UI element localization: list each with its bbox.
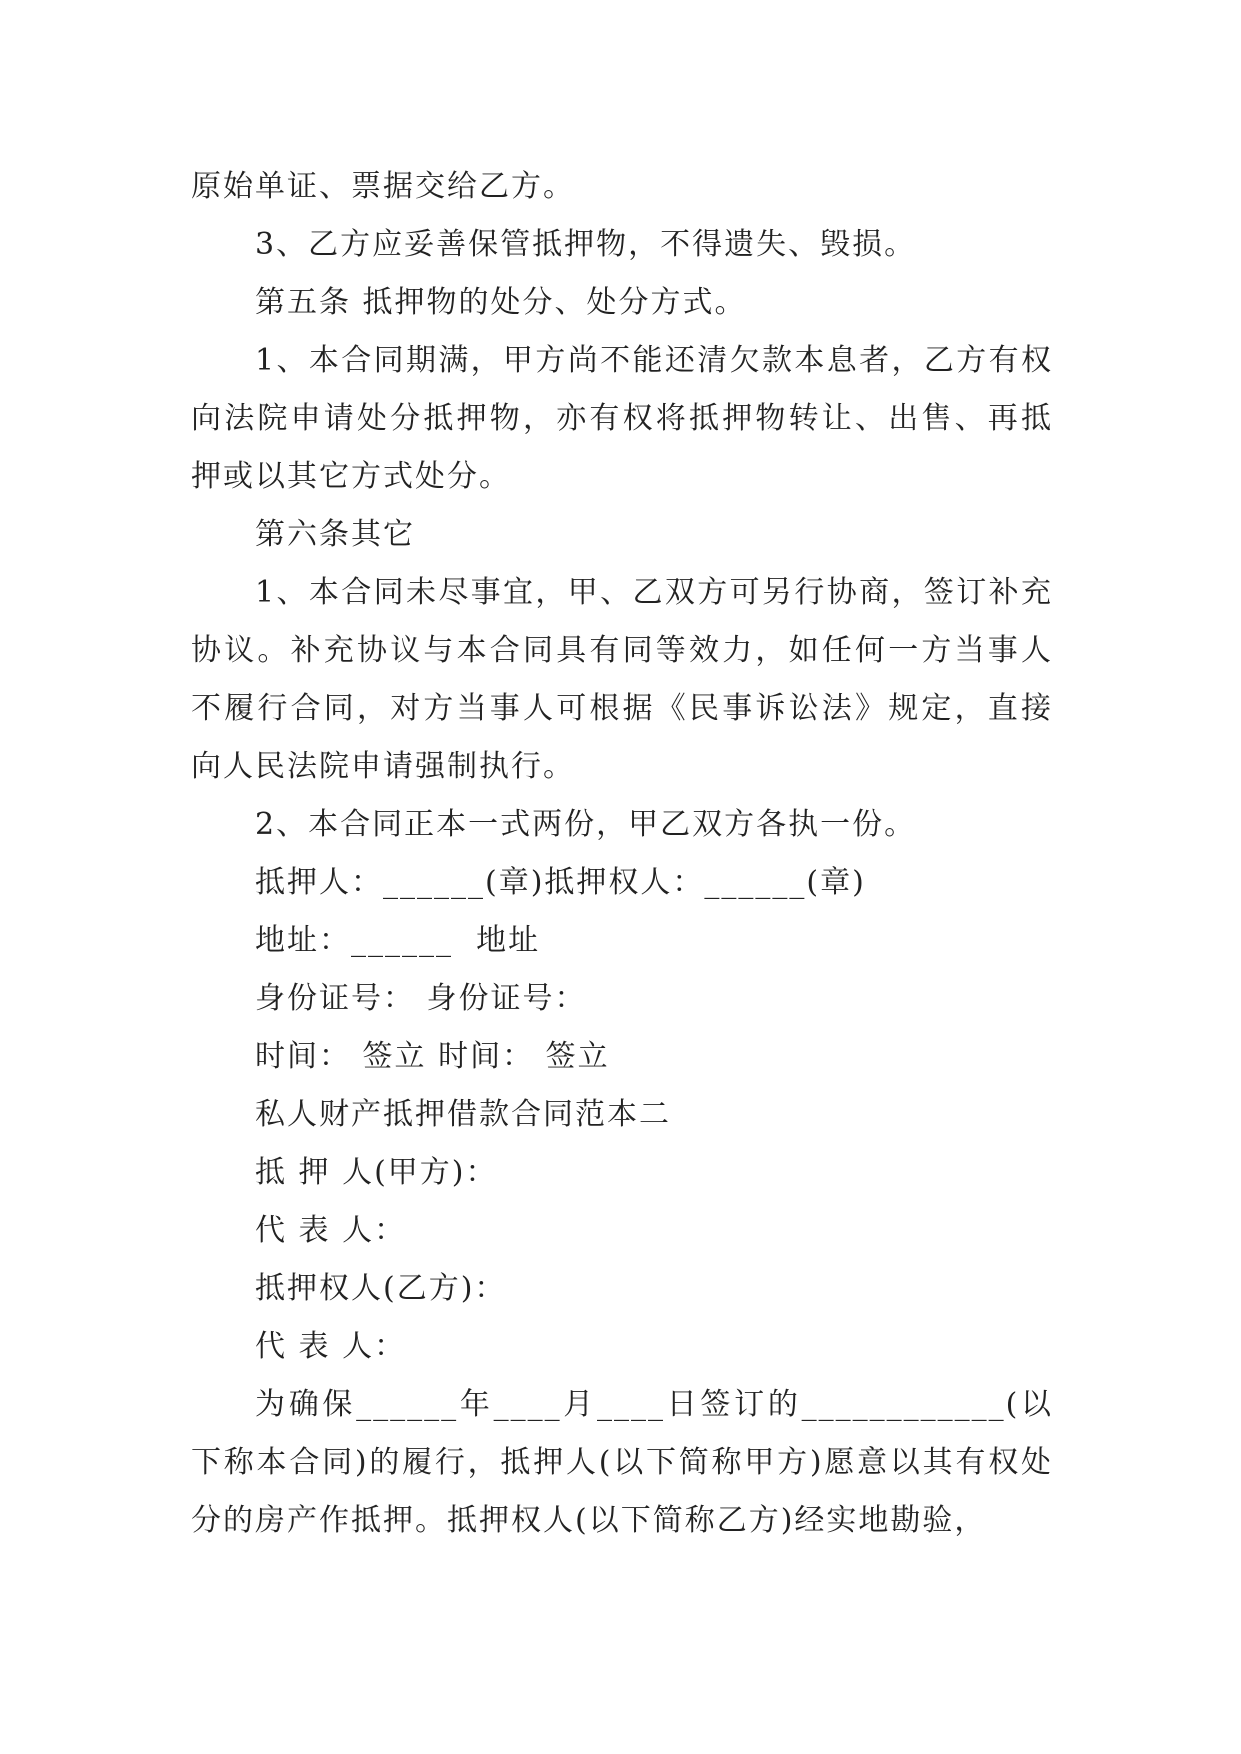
document-body: [191, 158, 1053, 1550]
mortgagor-line: 抵 押 人(甲方)：: [255, 1155, 498, 1190]
article-6-heading: 第六条其它: [255, 517, 415, 552]
template-2-title: 私人财产抵押借款合同范本二: [255, 1097, 671, 1132]
representative-line-2: 代 表 人：: [255, 1329, 407, 1364]
paragraph-17: 为确保______年____月____日签订的____________(以下称本合同)的履行，抵押人(以下简称甲方)愿意以其有权处分的房产作抵押。抵押权人(以下简称乙方)经实地勘验，: [191, 1387, 1053, 1538]
paragraph-6: 1、本合同未尽事宜，甲、乙双方可另行协商，签订补充协议。补充协议与本合同具有同等效力，如任何一方当事人不履行合同，对方当事人可根据《民事诉讼法》规定，直接向人民法院申请强制执行。: [191, 575, 1053, 784]
signature-line-address: 地址：______ 地址: [255, 923, 541, 958]
paragraph-7: 2、本合同正本一式两份，甲乙双方各执一份。: [255, 807, 917, 842]
paragraph-2: 3、乙方应妥善保管抵押物，不得遗失、毁损。: [255, 227, 917, 262]
signature-line-parties: 抵押人：______(章)抵押权人：______(章): [255, 865, 866, 900]
article-5-heading: 第五条 抵押物的处分、处分方式。: [255, 285, 747, 320]
signature-line-id: 身份证号： 身份证号：: [255, 981, 587, 1016]
paragraph-1: 原始单证、票据交给乙方。: [191, 169, 575, 204]
signature-line-time: 时间： 签立 时间： 签立: [255, 1039, 610, 1074]
mortgagee-line: 抵押权人(乙方)：: [255, 1271, 507, 1306]
paragraph-4: 1、本合同期满，甲方尚不能还清欠款本息者，乙方有权向法院申请处分抵押物，亦有权将抵押物转让、出售、再抵押或以其它方式处分。: [191, 343, 1053, 494]
representative-line-1: 代 表 人：: [255, 1213, 407, 1248]
